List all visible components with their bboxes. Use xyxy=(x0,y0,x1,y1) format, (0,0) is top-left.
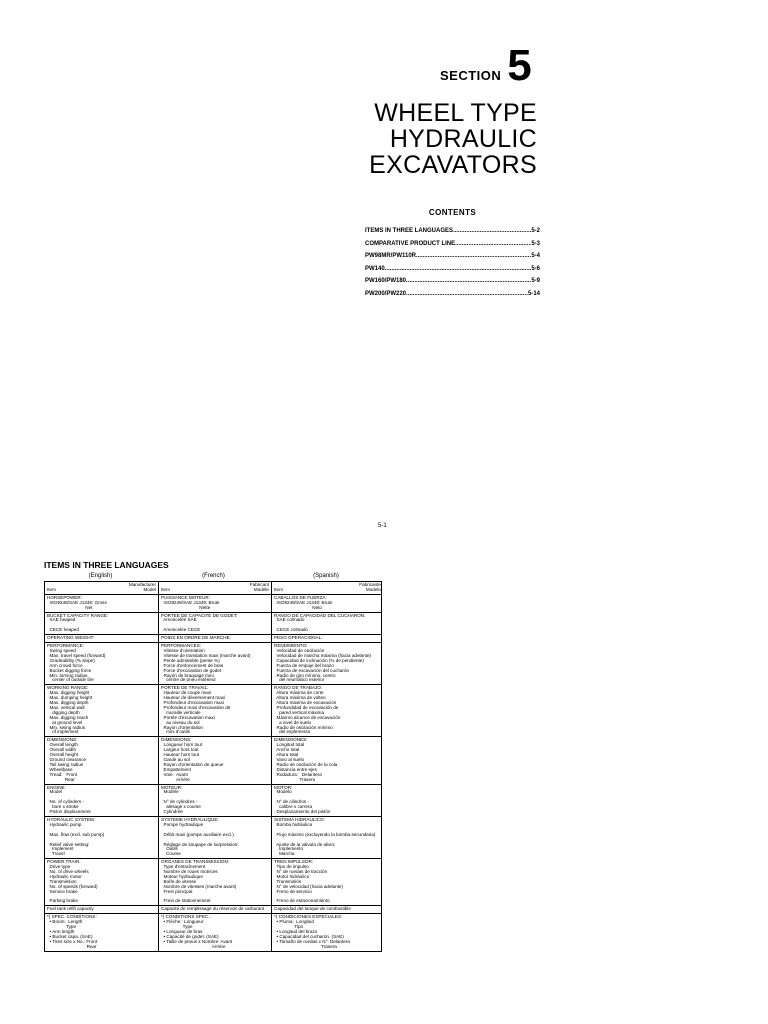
table-row xyxy=(45,594,381,612)
toc-entry[interactable] xyxy=(365,238,540,251)
toc-leader xyxy=(406,275,531,288)
header-cell xyxy=(45,582,158,594)
page-number: 5-1 xyxy=(378,523,387,529)
toc-entry[interactable] xyxy=(365,263,540,276)
table-header-row xyxy=(45,582,381,594)
header-item: Item xyxy=(161,586,170,592)
table-cell: WORKING RANGE: Max. digging height Max. dumping height Max. digging depth Max. vertical wall digging depth Max. digging reach at ground level Min. swing radius of implement xyxy=(47,685,93,735)
table-cell: *) CONDITIONS SPEC.: • Flèche: Longueur Type • Longueur de bras • Capacité de godet. (SAE) • Taille de pneus x Nombre: Avant Arrière xyxy=(158,914,271,950)
language-english: (English) xyxy=(88,573,113,579)
table-cell: SYSTEME HYDRAULIQUE: Pompe hydraulique Débit maxi (pompe auxiliaire excl.) Réglage de soupape de surpression: Outils Course xyxy=(158,817,271,858)
table-cell: DIMENSIONS: Overall length Overall width Overall height Ground clearance Tail swing radius Wheelbase Tread: Front Rear xyxy=(47,737,87,782)
section-number: 5 xyxy=(507,41,532,90)
table-cell: POWER TRAIN: Drive type No. of drive wheels Hydraulic motor Transmission No. of speeds (forward) Service brake Parking brake xyxy=(47,859,98,904)
section-label: SECTION xyxy=(440,68,502,83)
table-row xyxy=(45,642,381,684)
toc-label: COMPARATIVE PRODUCT LINE xyxy=(365,240,456,247)
table-cell: POIDS EN ORDRE DE MARCHE: xyxy=(158,635,271,642)
toc-page: 5-4 xyxy=(531,253,540,259)
toc-page: 5-6 xyxy=(531,265,540,272)
toc-label: PW140 xyxy=(365,265,385,272)
table-row xyxy=(45,612,381,635)
header-model: Manufacturer Model xyxy=(128,582,156,592)
language-french: (French) xyxy=(202,573,225,579)
table-cell: DIMENSIONS: Longueur hors tout Largeur hors tout Hauteur hors tout Garde au sol Rayon d'orientation de queue Empattement Voie: Avant Arrière xyxy=(158,737,271,783)
toc-leader xyxy=(453,225,531,238)
table-row xyxy=(45,816,381,858)
table-cell: TREN IMPULSOR: Tipo de impulso N° de ruedas de tracción Motor hidráulico Transmisión N° de velocidad (hacia adelante) Freno de servicio Freno de estacionamiento xyxy=(271,859,383,905)
toc-entry[interactable] xyxy=(365,225,540,238)
table-cell: HYDRAULIC SYSTEM: Hydraulic pump Max. flow (excl. sub pump) Relief valve setting: Implement Travel xyxy=(47,816,105,857)
language-table xyxy=(44,573,382,952)
table-cell: RANGO DE TRABAJO: Altura máxima de corte Altura máxima de volteo Altura máxima de excavación Profundidad de excavación de pared vertical máxima Máximo alcance de excavación a nivel de suelo Radio de oscilación mínimo del implemento xyxy=(271,685,383,736)
items-heading: ITEMS IN THREE LANGUAGES xyxy=(44,560,169,570)
table-cell: PUISSANCE MOTEUR: ISO9249/SAE J1349: Brute Nette xyxy=(158,595,271,612)
table-cell: SISTEMA HIDRAULICO: Bomba hidráulica Flujo máximo (excluyendo la bomba secundaria) Ajuste de la válvula de alivio: Implemento Marcha xyxy=(271,817,383,858)
title-line: EXCAVATORS xyxy=(369,151,537,179)
toc-entry[interactable] xyxy=(365,288,540,301)
table-cell: Capacité de remplissage du réservoir de carburant xyxy=(158,906,271,913)
toc-leader xyxy=(385,263,532,276)
table-cell: ORGANES DE TRANSMISSION: Type d'entraînement Nombre de roues motrices Moteur hydraulique Boîte de vitesse Nombre de vitesses (marche avant) Frein principal Frein de stationnement xyxy=(158,859,271,905)
toc-leader xyxy=(455,238,531,251)
title-line: HYDRAULIC xyxy=(389,125,537,153)
table-cell: HORSEPOWER: ISO9249/SAE J1349: Gross Net xyxy=(47,594,107,610)
table-cell: MOTEUR: Modèle N° de cylindres - alésage x course Cylindrée xyxy=(158,785,271,816)
table-cell: *) CONDICIONES ESPECIALES: • Pluma: Longitud Tipo • Longitud del brazo • Capacidad del cucharón. (SAE) • Tamaño de ruedas x N°: Delantera Trasera xyxy=(271,914,383,950)
table-cell: OPERATING WEIGHT: xyxy=(47,635,95,641)
table-cell: PESO OPERACIONAL: xyxy=(271,635,383,642)
table-cell: PERFORMANCES: Vitesse d'orientation Vitesse de translation maxi (marche avant) Pente admissible (pente %) Force d'enfoncement de bras Force d'excavation de godet Rayon de braquage mini, centre de pneu extérieur xyxy=(158,643,271,684)
header-model: Fabricante Modelo xyxy=(359,582,381,592)
table-cell: DIMENSIONES: Longitud total Ancho total Altura total Vano al suelo Radio de oscilación de la cola Distancia entre ejes Rodadura: Delantera Trasera xyxy=(271,737,383,783)
table-cell: Fuel tank refill capacity xyxy=(47,906,94,912)
toc-page: 5-14 xyxy=(527,290,540,297)
table-row xyxy=(45,784,381,816)
contents-heading: CONTENTS xyxy=(428,208,477,217)
toc-leader xyxy=(406,288,528,301)
table-cell: ENGINE: Model No. of cylinders - bore x stroke Piston displacement xyxy=(47,784,91,815)
table-cell: *) SPEC. CONDITIONS: • Boom: Length Type • Arm length • Bucket capa. (SAE) • Tires size x No.: Front Rear xyxy=(47,914,98,949)
table-cell: PORTEE DE CAPACITE DE GODET: Amoncelée SAE Amoncelée CECE xyxy=(158,613,271,635)
toc-label: PW200/PW220 xyxy=(365,290,407,297)
header-cell xyxy=(158,582,271,594)
table-row xyxy=(45,905,381,913)
table-row xyxy=(45,634,381,642)
contents-list xyxy=(365,208,540,300)
table-grid xyxy=(44,581,382,952)
toc-page: 5-2 xyxy=(531,228,540,234)
table-row xyxy=(45,736,381,783)
table-cell: RENDIMIENTO: Velocidad de oscilación Velocidad de marcha máxima (hacia adelante) Capacidad de inclinación (% de pendiente) Fuerza de empuje del brazo Fuerza de excavación del cucharón Radio de giro mínimo, centro del neumático exterior xyxy=(271,643,383,684)
toc-label: PW98MR/PW110R xyxy=(365,253,417,259)
table-row xyxy=(45,913,381,950)
language-spanish: (Spanish) xyxy=(313,573,339,579)
toc-label: PW160/PW180 xyxy=(365,278,407,284)
toc-leader xyxy=(416,250,531,263)
toc-entry[interactable] xyxy=(365,275,540,288)
table-cell: CABALLOS DE FUERZA: ISO9249/SAE J1349: Bruto Neto xyxy=(271,595,383,612)
table-cell: BUCKET CAPACITY RANGE: SAE heaped CECE heaped xyxy=(47,612,109,633)
page-title xyxy=(369,100,537,178)
toc-entry[interactable] xyxy=(365,250,540,263)
table-cell: PORTEE DE TRAVAIL: Hauteur de coupe maxi Hauteur de déversement maxi Profondeur d'excavation maxi Profondeur maxi d'excavation de muraille verticale Portée d'excavation maxi au niveau du sol Rayon d'orientation mini d'outils xyxy=(158,685,271,736)
toc-page: 5-3 xyxy=(531,240,540,247)
table-cell: Capacidad del tanque de combustible xyxy=(271,906,383,913)
language-labels xyxy=(44,573,382,579)
table-cell: RANGO DE CAPACIDAD DEL CUCHARON: SAE colmado CECE colmado xyxy=(271,613,383,635)
section-heading xyxy=(440,41,532,90)
toc-page: 5-9 xyxy=(531,278,540,284)
title-line: WHEEL TYPE xyxy=(374,99,537,127)
table-row xyxy=(45,684,381,736)
header-item: Item xyxy=(274,586,283,592)
table-row xyxy=(45,858,381,905)
table-cell: MOTOR: Modelo N° de cilindros - calibre x carrera Desplazamiento del pistón xyxy=(271,785,383,816)
header-model: Fabricant Modèle xyxy=(249,582,269,592)
header-cell xyxy=(271,582,383,594)
table-cell: PERFORMANCE: Swing speed Max. travel speed (forward) Gradeability (% slope) Arm crowd force Bucket digging force Min. turning radius, center of outside tire xyxy=(47,643,106,683)
header-item: Item xyxy=(47,586,56,592)
toc-label: ITEMS IN THREE LANGUAGES xyxy=(365,228,454,234)
